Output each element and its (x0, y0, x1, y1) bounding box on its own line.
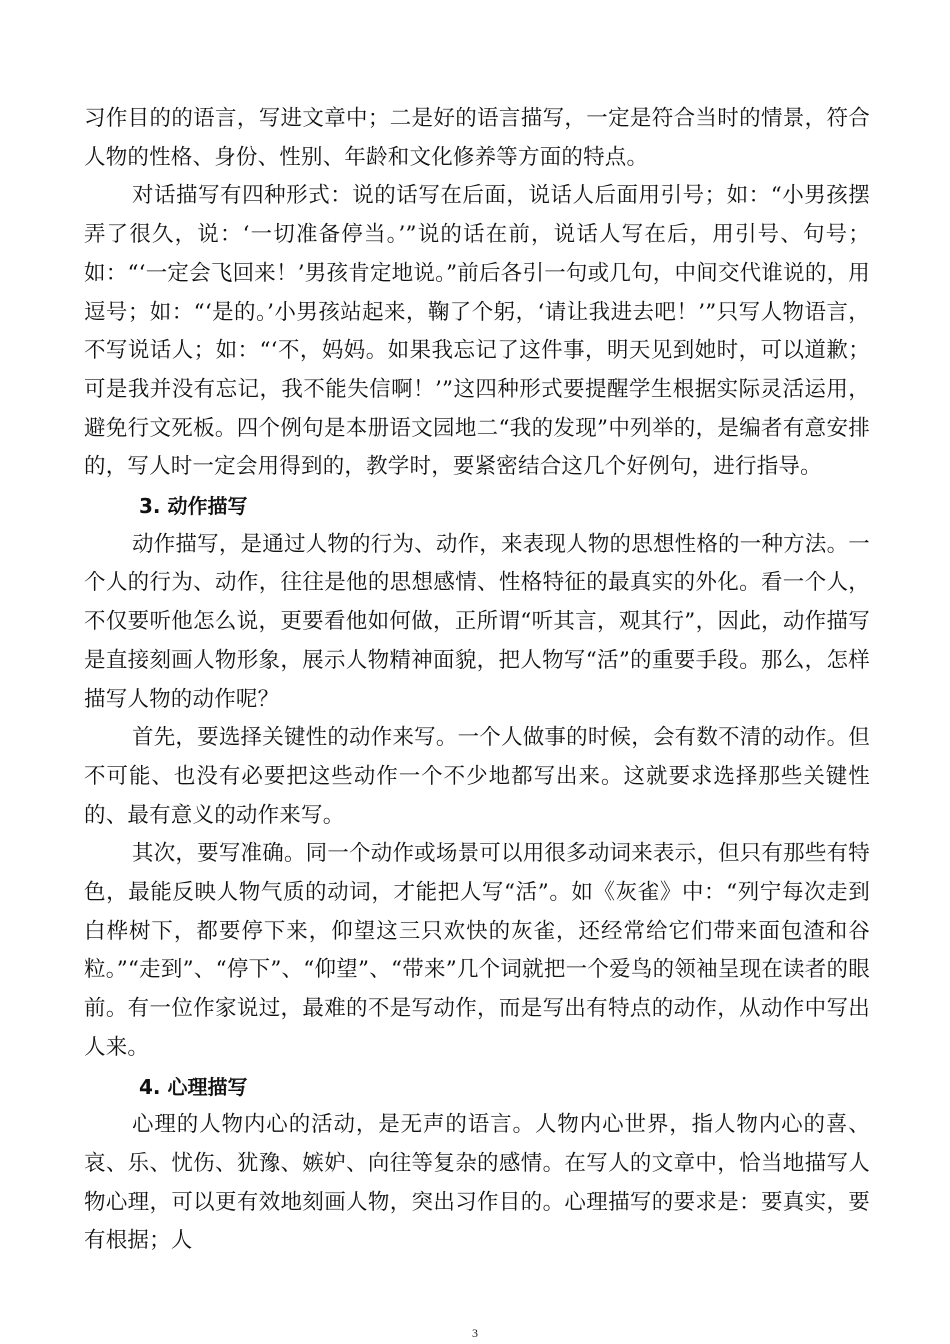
section-heading-psychological-description: 4. 心理描写 (139, 1074, 248, 1099)
paragraph-choose-key-actions: 首先，要选择关键性的动作来写。一个人做事的时候，会有数不清的动作。但不可能、也没有必要把这些动作一个不少地都写出来。这就要求选择那些关键性的、最有意义的动作来写。 (84, 725, 870, 828)
document-body (84, 100, 870, 1261)
paragraph-psychological-description: 心理的人物内心的活动，是无声的语言。人物内心世界，指人物内心的喜、哀、乐、忧伤、犹豫、嫉妒、向往等复杂的感情。在写人的文章中，恰当地描写人物心理，可以更有效地刻画人物，突出习作目的。心理描写的要求是：要真实，要有根据；人 (84, 1112, 870, 1254)
section-heading-action-description: 3. 动作描写 (139, 494, 248, 519)
paragraph-write-accurately: 其次，要写准确。同一个动作或场景可以用很多动词来表示，但只有那些有特色，最能反映人物气质的动词，才能把人写“活”。如《灰雀》中：“列宁每次走到白桦树下，都要停下来，仰望这三只欢快的灰雀，还经常给它们带来面包渣和谷粒。”“走到”、“停下”、“仰望”、“带来”几个词就把一个爱鸟的领袖呈现在读者的眼前。有一位作家说过，最难的不是写动作，而是写出有特点的动作，从动作中写出人来。 (84, 841, 870, 1060)
page-number: 3 (472, 1326, 478, 1340)
paragraph-language-description-end: 习作目的的语言，写进文章中；二是好的语言描写，一定是符合当时的情景，符合人物的性格、身份、性别、年龄和文化修养等方面的特点。 (84, 106, 870, 170)
paragraph-action-description-intro: 动作描写，是通过人物的行为、动作，来表现人物的思想性格的一种方法。一个人的行为、动作，往往是他的思想感情、性格特征的最真实的外化。看一个人，不仅要听他怎么说，更要看他如何做，正所谓“听其言，观其行”，因此，动作描写是直接刻画人物形象，展示人物精神面貌，把人物写“活”的重要手段。那么，怎样描写人物的动作呢？ (84, 531, 870, 712)
paragraph-dialogue-forms: 对话描写有四种形式：说的话写在后面，说话人后面用引号；如：“小男孩摆弄了很久，说：‘一切准备停当。’”说的话在前，说话人写在后，用引号、句号；如：“‘一定会飞回来！’男孩肯定地说。”前后各引一句或几句，中间交代谁说的，用逗号；如：“‘是的。’小男孩站起来，鞠了个躬，‘请让我进去吧！’”只写人物语言，不写说话人；如：“‘不，妈妈。如果我忘记了这件事，明天见到她时，可以道歉；可是我并没有忘记，我不能失信啊！’”这四种形式要提醒学生根据实际灵活运用，避免行文死板。四个例句是本册语文园地二“我的发现”中列举的，是编者有意安排的，写人时一定会用得到的，教学时，要紧密结合这几个好例句，进行指导。 (84, 183, 870, 480)
